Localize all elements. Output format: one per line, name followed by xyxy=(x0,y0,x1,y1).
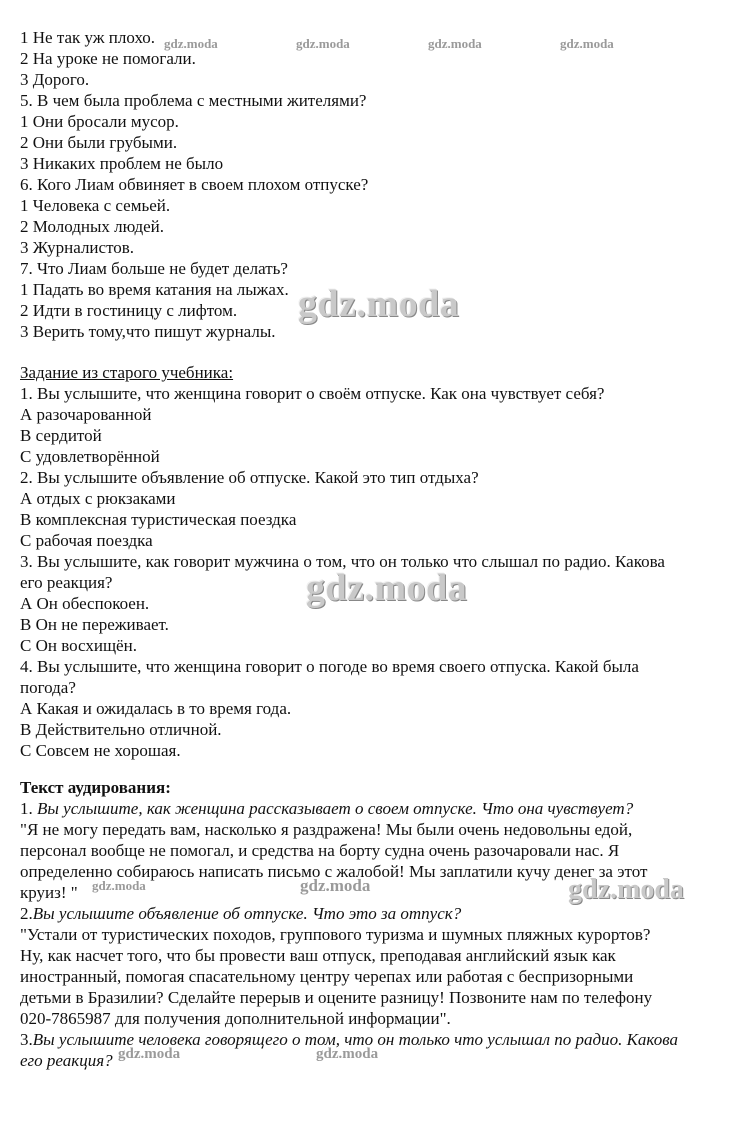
question-text: Вы услышите человека говорящего о том, что он только что услышал по радио. Какова xyxy=(32,1030,678,1049)
text-line: 3 Никаких проблем не было xyxy=(20,154,224,173)
watermark: gdz.moda xyxy=(306,567,468,609)
question-text: Вы услышите объявление об отпуске. Что это за отпуск? xyxy=(32,904,462,923)
text-line: В комплексная туристическая поездка xyxy=(20,510,297,529)
text-line: определенно собираюсь написать письмо с жалобой! Мы заплатили кучу денег за этот xyxy=(20,862,648,881)
watermark: gdz.moda xyxy=(560,36,614,51)
text-line: 1 Они бросали мусор. xyxy=(20,112,179,131)
section-heading: Текст аудирования: xyxy=(20,778,171,797)
text-line: "Устали от туристических походов, группового туризма и шумных пляжных курортов? xyxy=(20,925,651,944)
text-line: С Он восхищён. xyxy=(20,636,137,655)
text-line: С рабочая поездка xyxy=(20,531,153,550)
text-line: детьми в Бразилии? Сделайте перерыв и оцените разницу! Позвоните нам по телефону xyxy=(20,988,653,1007)
text-line: 3 Верить тому,что пишут журналы. xyxy=(20,322,276,341)
text-line: 2 Идти в гостиницу с лифтом. xyxy=(20,301,238,320)
question-line: 2. Вы услышите объявление об отпуске. Какой это тип отдыха? xyxy=(20,468,479,487)
text-line: А разочарованной xyxy=(20,405,152,424)
text-line: его реакция? xyxy=(20,1051,113,1070)
section-heading: Задание из старого учебника: xyxy=(20,363,234,382)
text-line: В Действительно отличной. xyxy=(20,720,222,739)
question-line: 4. Вы услышите, что женщина говорит о погоде во время своего отпуска. Какой была xyxy=(20,657,639,676)
text-line: 1 Человека с семьей. xyxy=(20,196,171,215)
text-line: "Я не могу передать вам, насколько я раздражена! Мы были очень недовольны едой, xyxy=(20,820,633,839)
question-number: 3. xyxy=(20,1030,33,1049)
question-line: 6. Кого Лиам обвиняет в своем плохом отпуске? xyxy=(20,175,369,194)
text-line: Ну, как насчет того, что бы провести ваш отпуск, преподавая английский язык как xyxy=(20,946,616,965)
text-line: С Совсем не хорошая. xyxy=(20,741,181,760)
text-line: 2 На уроке не помогали. xyxy=(20,49,196,68)
watermark: gdz.moda xyxy=(298,283,460,325)
question-line: 1. Вы услышите, что женщина говорит о своём отпуске. Как она чувствует себя? xyxy=(20,384,605,403)
text-line: А Он обеспокоен. xyxy=(20,594,150,613)
watermark: gdz.moda xyxy=(300,876,371,895)
text-line: 020-7865987 для получения дополнительной информации". xyxy=(20,1009,451,1028)
watermark: gdz.moda xyxy=(164,36,218,51)
question-line: 7. Что Лиам больше не будет делать? xyxy=(20,259,288,278)
question-line: 3. Вы услышите, как говорит мужчина о том, что он только что слышал по радио. Какова xyxy=(20,552,665,571)
watermark: gdz.moda xyxy=(428,36,482,51)
watermark: gdz.moda xyxy=(92,878,146,893)
watermark: gdz.moda xyxy=(316,1046,379,1062)
text-line: 2 Молодных людей. xyxy=(20,217,164,236)
question-line xyxy=(20,799,633,819)
text-line: 3 Журналистов. xyxy=(20,238,135,257)
text-line: 3 Дорого. xyxy=(20,70,90,89)
question-text: Вы услышите, как женщина рассказывает о своем отпуске. Что она чувствует? xyxy=(37,799,634,818)
text-line: А Какая и ожидалась в то время года. xyxy=(20,699,292,718)
text-line: персонал вообще не помогал, и средства на борту судна очень разочаровали нас. Я xyxy=(20,841,620,860)
watermark: gdz.moda xyxy=(296,36,350,51)
text-line: 1 Не так уж плохо. xyxy=(20,28,156,47)
question-number: 1. xyxy=(20,799,37,818)
watermark: gdz.moda xyxy=(118,1046,181,1062)
text-line: иностранный, помогая спасательному центру черепах или работая с беспризорными xyxy=(20,967,634,986)
text-line: круиз! " xyxy=(20,883,78,902)
text-line: 1 Падать во время катания на лыжах. xyxy=(20,280,289,299)
text-line: погода? xyxy=(20,678,76,697)
question-number: 2. xyxy=(20,904,33,923)
text-line: 2 Они были грубыми. xyxy=(20,133,178,152)
text-line: А отдых с рюкзаками xyxy=(20,489,176,508)
text-line: его реакция? xyxy=(20,573,113,592)
question-line xyxy=(20,904,461,924)
question-line: 5. В чем была проблема с местными жителями? xyxy=(20,91,367,110)
watermark: gdz.moda xyxy=(568,874,684,905)
text-line: В Он не переживает. xyxy=(20,615,169,634)
text-line: В сердитой xyxy=(20,426,102,445)
text-line: С удовлетворённой xyxy=(20,447,160,466)
